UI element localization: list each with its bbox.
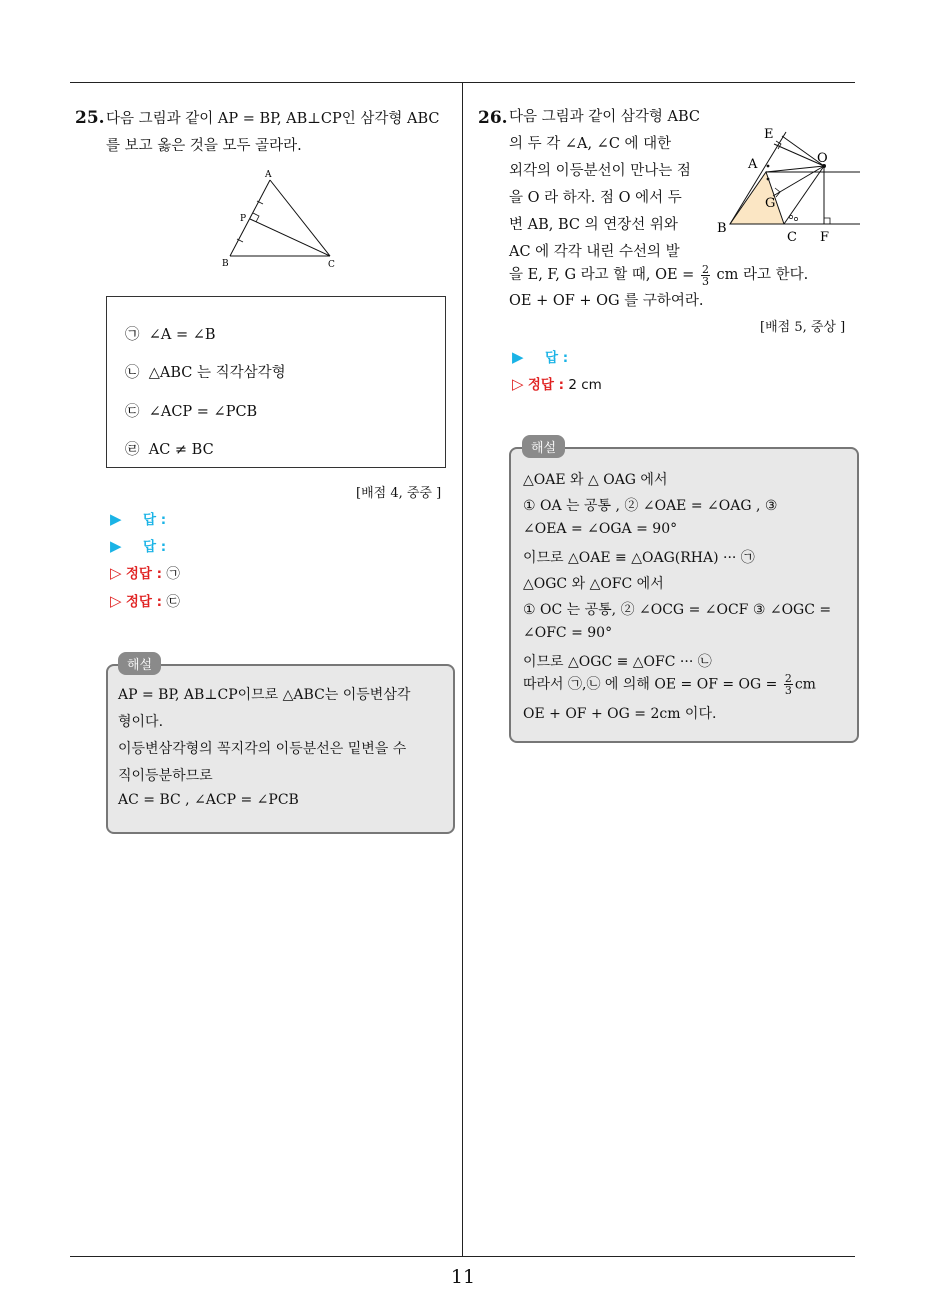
expl-line: OE + OF + OG = 2cm 이다.: [523, 706, 717, 722]
page-number: 11: [450, 1266, 476, 1288]
column-divider: [462, 82, 463, 1256]
q25-label-b: B: [222, 259, 229, 269]
frac-den: 3: [701, 274, 709, 288]
choice-text: ∠A = ∠B: [148, 327, 216, 343]
q25-explanation-tag: 해설: [118, 652, 161, 675]
q26-line-7-text: 을 E, F, G 라고 할 때, OE =: [509, 267, 695, 283]
correct-label: 정답 :: [125, 594, 163, 610]
outline-triangle-icon: ▷: [512, 375, 524, 393]
answer-label: 답 :: [545, 350, 569, 366]
q26-line-6: AC 에 각각 내린 수선의 발: [509, 244, 680, 260]
q26-label-g: G: [765, 196, 776, 211]
expl-line: ∠OFC = 90°: [523, 625, 613, 641]
expl-line: AC = BC , ∠ACP = ∠PCB: [118, 792, 299, 808]
q25-number: 25.: [75, 108, 105, 128]
q26-score: [배점 5, 중상 ]: [760, 320, 846, 335]
q25-line1: 다음 그림과 같이 AP = BP, AB⊥CP인 삼각형 ABC: [106, 111, 440, 127]
q25-choice-4[interactable]: [125, 438, 214, 459]
q26-label-c: C: [787, 230, 797, 245]
expl-line: △OGC 와 △OFC 에서: [523, 576, 664, 592]
q26-label-o: O: [817, 151, 828, 166]
q26-explanation-tag: 해설: [522, 435, 565, 458]
q26-label-b: B: [717, 221, 727, 236]
q26-line-3: 외각의 이등분선이 만나는 점: [509, 163, 691, 179]
q26-line-1: 다음 그림과 같이 삼각형 ABC: [509, 109, 700, 125]
q25-choice-1[interactable]: [125, 323, 216, 344]
frac-den: 3: [784, 684, 792, 697]
expl-line: 따라서 ㉠,㉡ 에 의해 OE = OF = OG =: [523, 676, 778, 693]
q26-label-a: A: [748, 157, 758, 172]
q25-choice-2[interactable]: [125, 361, 286, 382]
choice-mark: ㉢: [125, 404, 140, 420]
expl-fraction: [784, 673, 793, 696]
frac-unit: cm: [794, 676, 816, 693]
expl-line: 이므로 △OGC ≡ △OFC ··· ㉡: [523, 654, 712, 670]
q25-text-line1: [106, 106, 440, 133]
choice-text: AC ≠ BC: [148, 442, 214, 458]
play-triangle-icon: ▶: [110, 510, 122, 528]
q26-fraction: [701, 264, 710, 287]
frac-num: 2: [784, 672, 792, 685]
expl-line: △OAE 와 △ OAG 에서: [523, 472, 668, 488]
choice-mark: ㉡: [125, 365, 140, 381]
q25-text-line2: 를 보고 옳은 것을 모두 골라라.: [106, 138, 302, 154]
q26-correct-line: [512, 373, 602, 393]
q26-line-4: 을 O 라 하자. 점 O 에서 두: [509, 190, 682, 206]
q26-line-7: [509, 262, 808, 289]
q26-line-8-text: cm 라고 한다.: [716, 267, 809, 283]
choice-mark: ㉠: [125, 327, 140, 343]
correct-value: ㉢: [166, 594, 180, 610]
answer-label: 답 :: [143, 512, 167, 528]
choice-mark: ㉣: [125, 442, 140, 458]
q26-line-2: 의 두 각 ∠A, ∠C 에 대한: [509, 136, 672, 152]
q26-line-5: 변 AB, BC 의 연장선 위와: [509, 217, 678, 233]
correct-label: 정답 :: [527, 377, 565, 393]
play-triangle-icon: ▶: [110, 537, 122, 555]
choice-text: ∠ACP = ∠PCB: [148, 404, 258, 420]
q26-explanation-box: [509, 447, 859, 743]
choice-text: △ABC 는 직각삼각형: [148, 365, 286, 381]
expl-line: 이므로 △OAE ≡ △OAG(RHA) ··· ㉠: [523, 550, 755, 566]
q25-choices-box: [106, 296, 446, 468]
q25-score: [배점 4, 중중 ]: [356, 486, 442, 501]
q26-triangle-figure: [716, 124, 862, 246]
expl-line: ① OA 는 공통 , ② ∠OAE = ∠OAG , ③: [523, 498, 778, 514]
expl-line-with-fraction: [523, 673, 816, 696]
q26-number: 26.: [478, 108, 508, 128]
expl-line: ① OC 는 공통, ② ∠OCG = ∠OCF ③ ∠OGC =: [523, 602, 832, 618]
bottom-rule: [70, 1256, 855, 1257]
expl-line: ∠OEA = ∠OGA = 90°: [523, 521, 678, 537]
play-triangle-icon: ▶: [512, 348, 524, 366]
q25-correct-line-2: [110, 590, 180, 610]
q25-label-p: P: [240, 214, 247, 224]
q25-explanation-box: [106, 664, 455, 834]
q26-label-e: E: [764, 127, 774, 142]
frac-num: 2: [701, 262, 709, 276]
q25-triangle-figure: [218, 168, 348, 272]
correct-value: 2 cm: [568, 377, 602, 393]
q26-label-f: F: [820, 230, 830, 245]
q25-label-c: C: [328, 260, 335, 270]
correct-value: ㉠: [166, 566, 180, 582]
q25-answer-line-1[interactable]: [110, 508, 166, 528]
expl-line: 이등변삼각형의 꼭지각의 이등분선은 밑변을 수: [118, 741, 407, 757]
q25-answer-line-2[interactable]: [110, 535, 166, 555]
expl-line: 형이다.: [118, 714, 164, 730]
outline-triangle-icon: ▷: [110, 564, 122, 582]
q25-choice-3[interactable]: [125, 400, 257, 421]
correct-label: 정답 :: [125, 566, 163, 582]
expl-line: AP = BP, AB⊥CP이므로 △ABC는 이등변삼각: [118, 687, 411, 703]
q25-label-a: A: [265, 170, 272, 180]
outline-triangle-icon: ▷: [110, 592, 122, 610]
q26-line-9: OE + OF + OG 를 구하여라.: [509, 293, 704, 309]
answer-label: 답 :: [143, 539, 167, 555]
q26-answer-line[interactable]: [512, 346, 568, 366]
q25-correct-line-1: [110, 562, 180, 582]
expl-line: 직이등분하므로: [118, 768, 213, 784]
